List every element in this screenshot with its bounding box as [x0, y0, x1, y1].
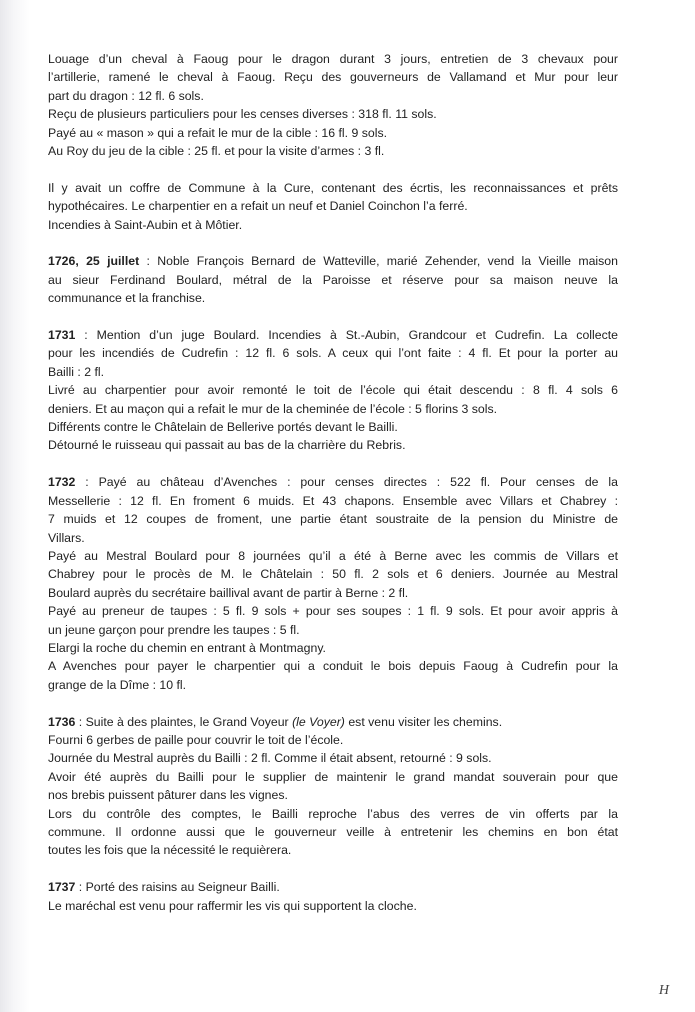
- text-line: [48, 878, 618, 896]
- text-line: [48, 87, 618, 105]
- paragraph: [48, 252, 618, 307]
- text-line: [48, 492, 618, 510]
- text-line: [48, 142, 618, 160]
- line-text: communance et la franchise.: [48, 291, 206, 306]
- line-text: part du dragon : 12 fl. 6 sols.: [48, 88, 204, 103]
- date-heading: 1736: [48, 714, 76, 729]
- text-line: [48, 768, 618, 786]
- text-line: [48, 657, 618, 675]
- text-line: [48, 289, 618, 307]
- paragraph: [48, 50, 618, 160]
- line-text: Avoir été auprès du Bailli pour le supplier de maintenir le grand mandat souverain pour que: [48, 769, 618, 784]
- date-heading: 1732: [48, 475, 76, 490]
- line-text: Il y avait un coffre de Commune à la Cure, contenant des écrtis, les reconnaissances et prêts: [48, 180, 618, 195]
- line-text: l’artillerie, ramené le cheval à Faoug. Reçu des gouverneurs de Vallamand et Mur pour leur: [48, 70, 618, 85]
- line-text: Messellerie : 12 fl. En froment 6 muids. Et 43 chapons. Ensemble avec Villars et Chabrey :: [48, 493, 618, 508]
- line-text: Lors du contrôle des comptes, le Bailli reproche l’abus des verres de vin offerts par la: [48, 806, 618, 821]
- text-line: [48, 252, 618, 270]
- line-text: un jeune garçon pour prendre les taupes : 5 fl.: [48, 622, 300, 637]
- text-line: [48, 510, 618, 528]
- italic-aside: (le Voyer): [292, 714, 345, 729]
- text-line: [48, 105, 618, 123]
- line-text: Fourni 6 gerbes de paille pour couvrir le toit de l’école.: [48, 732, 344, 747]
- line-text: grange de la Dîme : 10 fl.: [48, 677, 187, 692]
- text-line: [48, 676, 618, 694]
- line-text: Payé au preneur de taupes : 5 fl. 9 sols + pour ses soupes : 1 fl. 9 sols. Et pour avoir appris à: [48, 604, 618, 619]
- paragraph: [48, 473, 618, 694]
- line-text: Incendies à Saint-Aubin et à Môtier.: [48, 217, 243, 232]
- line-text: Bailli : 2 fl.: [48, 364, 105, 379]
- line-text: Chabrey pour le procès de M. le Châtelain : 50 fl. 2 sols et 6 deniers. Journée au Mestral: [48, 567, 618, 582]
- text-line: [48, 216, 618, 234]
- text-line: [48, 344, 618, 362]
- text-line: [48, 731, 618, 749]
- line-text: Boulard auprès du secrétaire baillival avant de partir à Berne : 2 fl.: [48, 585, 409, 600]
- date-heading: 1726, 25 juillet: [48, 254, 140, 269]
- text-line: [48, 400, 618, 418]
- line-text: pour les incendiés de Cudrefin : 12 fl. 6 sols. A ceux qui l’ont faite : 4 fl. Et pour la porter au: [48, 346, 618, 361]
- line-text: : Porté des raisins au Seigneur Bailli.: [75, 880, 280, 895]
- paragraph: [48, 326, 618, 455]
- line-text: Payé au Mestral Boulard pour 8 journées qu’il a été à Berne avec les commis de Villars et: [48, 548, 618, 563]
- line-text: hypothécaires. Le charpentier en a refait un neuf et Daniel Coinchon l’a ferré.: [48, 199, 468, 214]
- line-text: Au Roy du jeu de la cible : 25 fl. et pour la visite d’armes : 3 fl.: [48, 144, 385, 159]
- text-line: [48, 639, 618, 657]
- text-line: [48, 786, 618, 804]
- text-line: [48, 602, 618, 620]
- text-line: [48, 565, 618, 583]
- text-line: [48, 713, 618, 731]
- paragraph: [48, 713, 618, 860]
- document-body: [48, 50, 618, 933]
- paragraph: [48, 878, 618, 915]
- line-text: Le maréchal est venu pour raffermir les vis qui supportent la cloche.: [48, 898, 417, 913]
- paragraph: [48, 179, 618, 234]
- line-text: : Payé au château d’Avenches : pour censes directes : 522 fl. Pour censes de la: [75, 475, 618, 490]
- text-line: [48, 436, 618, 454]
- date-heading: 1731: [48, 328, 76, 343]
- line-text: au sieur Ferdinand Boulard, métral de la Paroisse et réserve pour sa maison neuve la: [48, 272, 618, 287]
- line-text: 7 muids et 12 coupes de froment, une partie étant soustraite de la pension du Ministre de: [48, 512, 618, 527]
- text-line: [48, 584, 618, 602]
- text-line: [48, 749, 618, 767]
- line-text: Louage d’un cheval à Faoug pour le dragon durant 3 jours, entretien de 3 chevaux pour: [48, 52, 618, 66]
- line-text: Payé au « mason » qui a refait le mur de la cible : 16 fl. 9 sols.: [48, 125, 388, 140]
- line-text: : Mention d’un juge Boulard. Incendies à St.-Aubin, Grandcour et Cudrefin. La collecte: [75, 328, 618, 343]
- line-text: Elargi la roche du chemin en entrant à Montmagny.: [48, 640, 326, 655]
- text-line: [48, 621, 618, 639]
- line-text: : Suite à des plaintes, le Grand Voyeur: [75, 714, 293, 729]
- line-text: A Avenches pour payer le charpentier qui a conduit le bois depuis Faoug à Cudrefin pour la: [48, 659, 618, 674]
- text-line: [48, 326, 618, 344]
- line-text: nos brebis puissent pâturer dans les vignes.: [48, 788, 288, 803]
- line-text: Villars.: [48, 530, 85, 545]
- line-text-continued: est venu visiter les chemins.: [344, 714, 503, 729]
- line-text: Détourné le ruisseau qui passait au bas de la charrière du Rebris.: [48, 438, 406, 453]
- text-line: [48, 547, 618, 565]
- text-line: [48, 363, 618, 381]
- line-text: commune. Il ordonne aussi que le gouverneur veille à entretenir les chemins en bon état: [48, 824, 618, 839]
- text-line: [48, 381, 618, 399]
- line-text: : Noble François Bernard de Watteville, marié Zehender, vend la Vieille maison: [139, 254, 618, 269]
- line-text: Livré au charpentier pour avoir remonté le toit de l’école qui était descendu : 8 fl. 4 sols 6: [48, 383, 618, 398]
- text-line: [48, 529, 618, 547]
- text-line: [48, 841, 618, 859]
- date-heading: 1737: [48, 880, 76, 895]
- line-text: Reçu de plusieurs particuliers pour les censes diverses : 318 fl. 11 sols.: [48, 107, 437, 122]
- text-line: [48, 124, 618, 142]
- text-line: [48, 179, 618, 197]
- text-line: [48, 418, 618, 436]
- text-line: [48, 271, 618, 289]
- text-line: [48, 473, 618, 491]
- text-line: [48, 805, 618, 823]
- page-mark: H: [658, 983, 669, 998]
- text-line: [48, 897, 618, 915]
- text-line: [48, 50, 618, 68]
- text-line: [48, 197, 618, 215]
- text-line: [48, 68, 618, 86]
- line-text: Journée du Mestral auprès du Bailli : 2 fl. Comme il était absent, retourné : 9 sols.: [48, 751, 492, 766]
- line-text: deniers. Et au maçon qui a refait le mur de la cheminée de l’école : 5 florins 3 sols.: [48, 401, 498, 416]
- text-line: [48, 823, 618, 841]
- line-text: toutes les fois que la nécessité le requièrera.: [48, 843, 292, 858]
- line-text: Différents contre le Châtelain de Bellerive portés devant le Bailli.: [48, 420, 398, 435]
